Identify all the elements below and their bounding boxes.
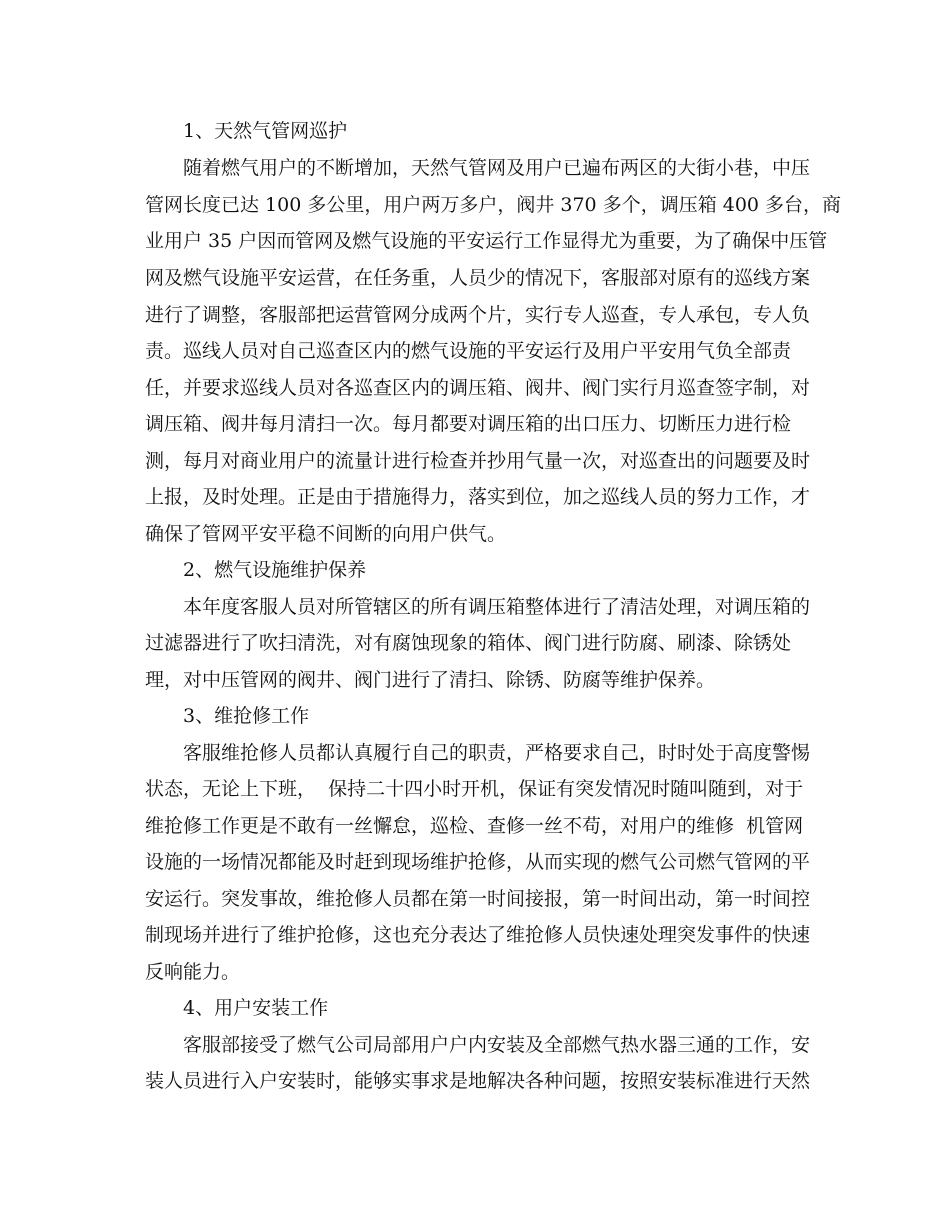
paragraph-line: 责。巡线人员对自己巡查区内的燃气设施的平安运行及用户平安用气负全部责 — [145, 340, 792, 362]
paragraph-line: 制现场并进行了维护抢修，这也充分表达了维抢修人员快速处理突发事件的快速 — [145, 924, 811, 946]
paragraph-line: 理，对中压管网的阀井、阀门进行了清扫、除锈、防腐等维护保养。 — [145, 669, 716, 691]
paragraph-line: 设施的一场情况都能及时赶到现场维护抢修，从而实现的燃气公司燃气管网的平 — [145, 851, 811, 873]
paragraph-line: 进行了调整，客服部把运营管网分成两个片，实行专人巡查，专人承包，专人负 — [145, 304, 811, 326]
heading-1: 1、天然气管网巡护 — [183, 120, 348, 142]
paragraph-line: 客服部接受了燃气公司局部用户户内安装及全部燃气热水器三通的工作，安 — [183, 1034, 811, 1056]
paragraph-line: 调压箱、阀井每月清扫一次。每月都要对调压箱的出口压力、切断压力进行检 — [145, 413, 792, 435]
paragraph-line: 维抢修工作更是不敢有一丝懈怠，巡检、查修一丝不苟，对用户的维修 机管网 — [145, 815, 804, 837]
paragraph-line: 客服维抢修人员都认真履行自己的职责，严格要求自己，时时处于高度警惕 — [183, 742, 811, 764]
paragraph-line: 网及燃气设施平安运营，在任务重，人员少的情况下，客服部对原有的巡线方案 — [145, 267, 811, 289]
heading-2: 2、燃气设施维护保养 — [183, 559, 367, 581]
paragraph-line: 测，每月对商业用户的流量计进行检查并抄用气量一次，对巡查出的问题要及时 — [145, 450, 811, 472]
paragraph-line: 确保了管网平安平稳不间断的向用户供气。 — [145, 523, 507, 545]
paragraph-line: 上报，及时处理。正是由于措施得力，落实到位，加之巡线人员的努力工作，才 — [145, 486, 811, 508]
heading-3: 3、维抢修工作 — [183, 705, 310, 727]
paragraph-line: 业用户 35 户因而管网及燃气设施的平安运行工作显得尤为重要，为了确保中压管 — [145, 230, 828, 252]
paragraph-line: 反响能力。 — [145, 961, 241, 983]
paragraph-line: 安运行。突发事故，维抢修人员都在第一时间接报，第一时间出动，第一时间控 — [145, 888, 811, 910]
paragraph-line: 状态，无论上下班， 保持二十四小时开机，保证有突发情况时随叫随到，对于 — [145, 778, 804, 800]
heading-4: 4、用户安装工作 — [183, 997, 329, 1019]
paragraph-line: 任，并要求巡线人员对各巡查区内的调压箱、阀井、阀门实行月巡查签字制，对 — [145, 377, 811, 399]
paragraph-line: 管网长度已达 100 多公里，用户两万多户，阀井 370 多个，调压箱 400 多台，商 — [145, 194, 842, 216]
paragraph-line: 装人员进行入户安装时，能够实事求是地解决各种问题，按照安装标准进行天然 — [145, 1070, 811, 1092]
paragraph-line: 本年度客服人员对所管辖区的所有调压箱整体进行了清洁处理，对调压箱的 — [183, 596, 811, 618]
paragraph-line: 过滤器进行了吹扫清洗，对有腐蚀现象的箱体、阀门进行防腐、刷漆、除锈处 — [145, 632, 792, 654]
paragraph-line: 随着燃气用户的不断增加，天然气管网及用户已遍布两区的大街小巷，中压 — [183, 157, 811, 179]
